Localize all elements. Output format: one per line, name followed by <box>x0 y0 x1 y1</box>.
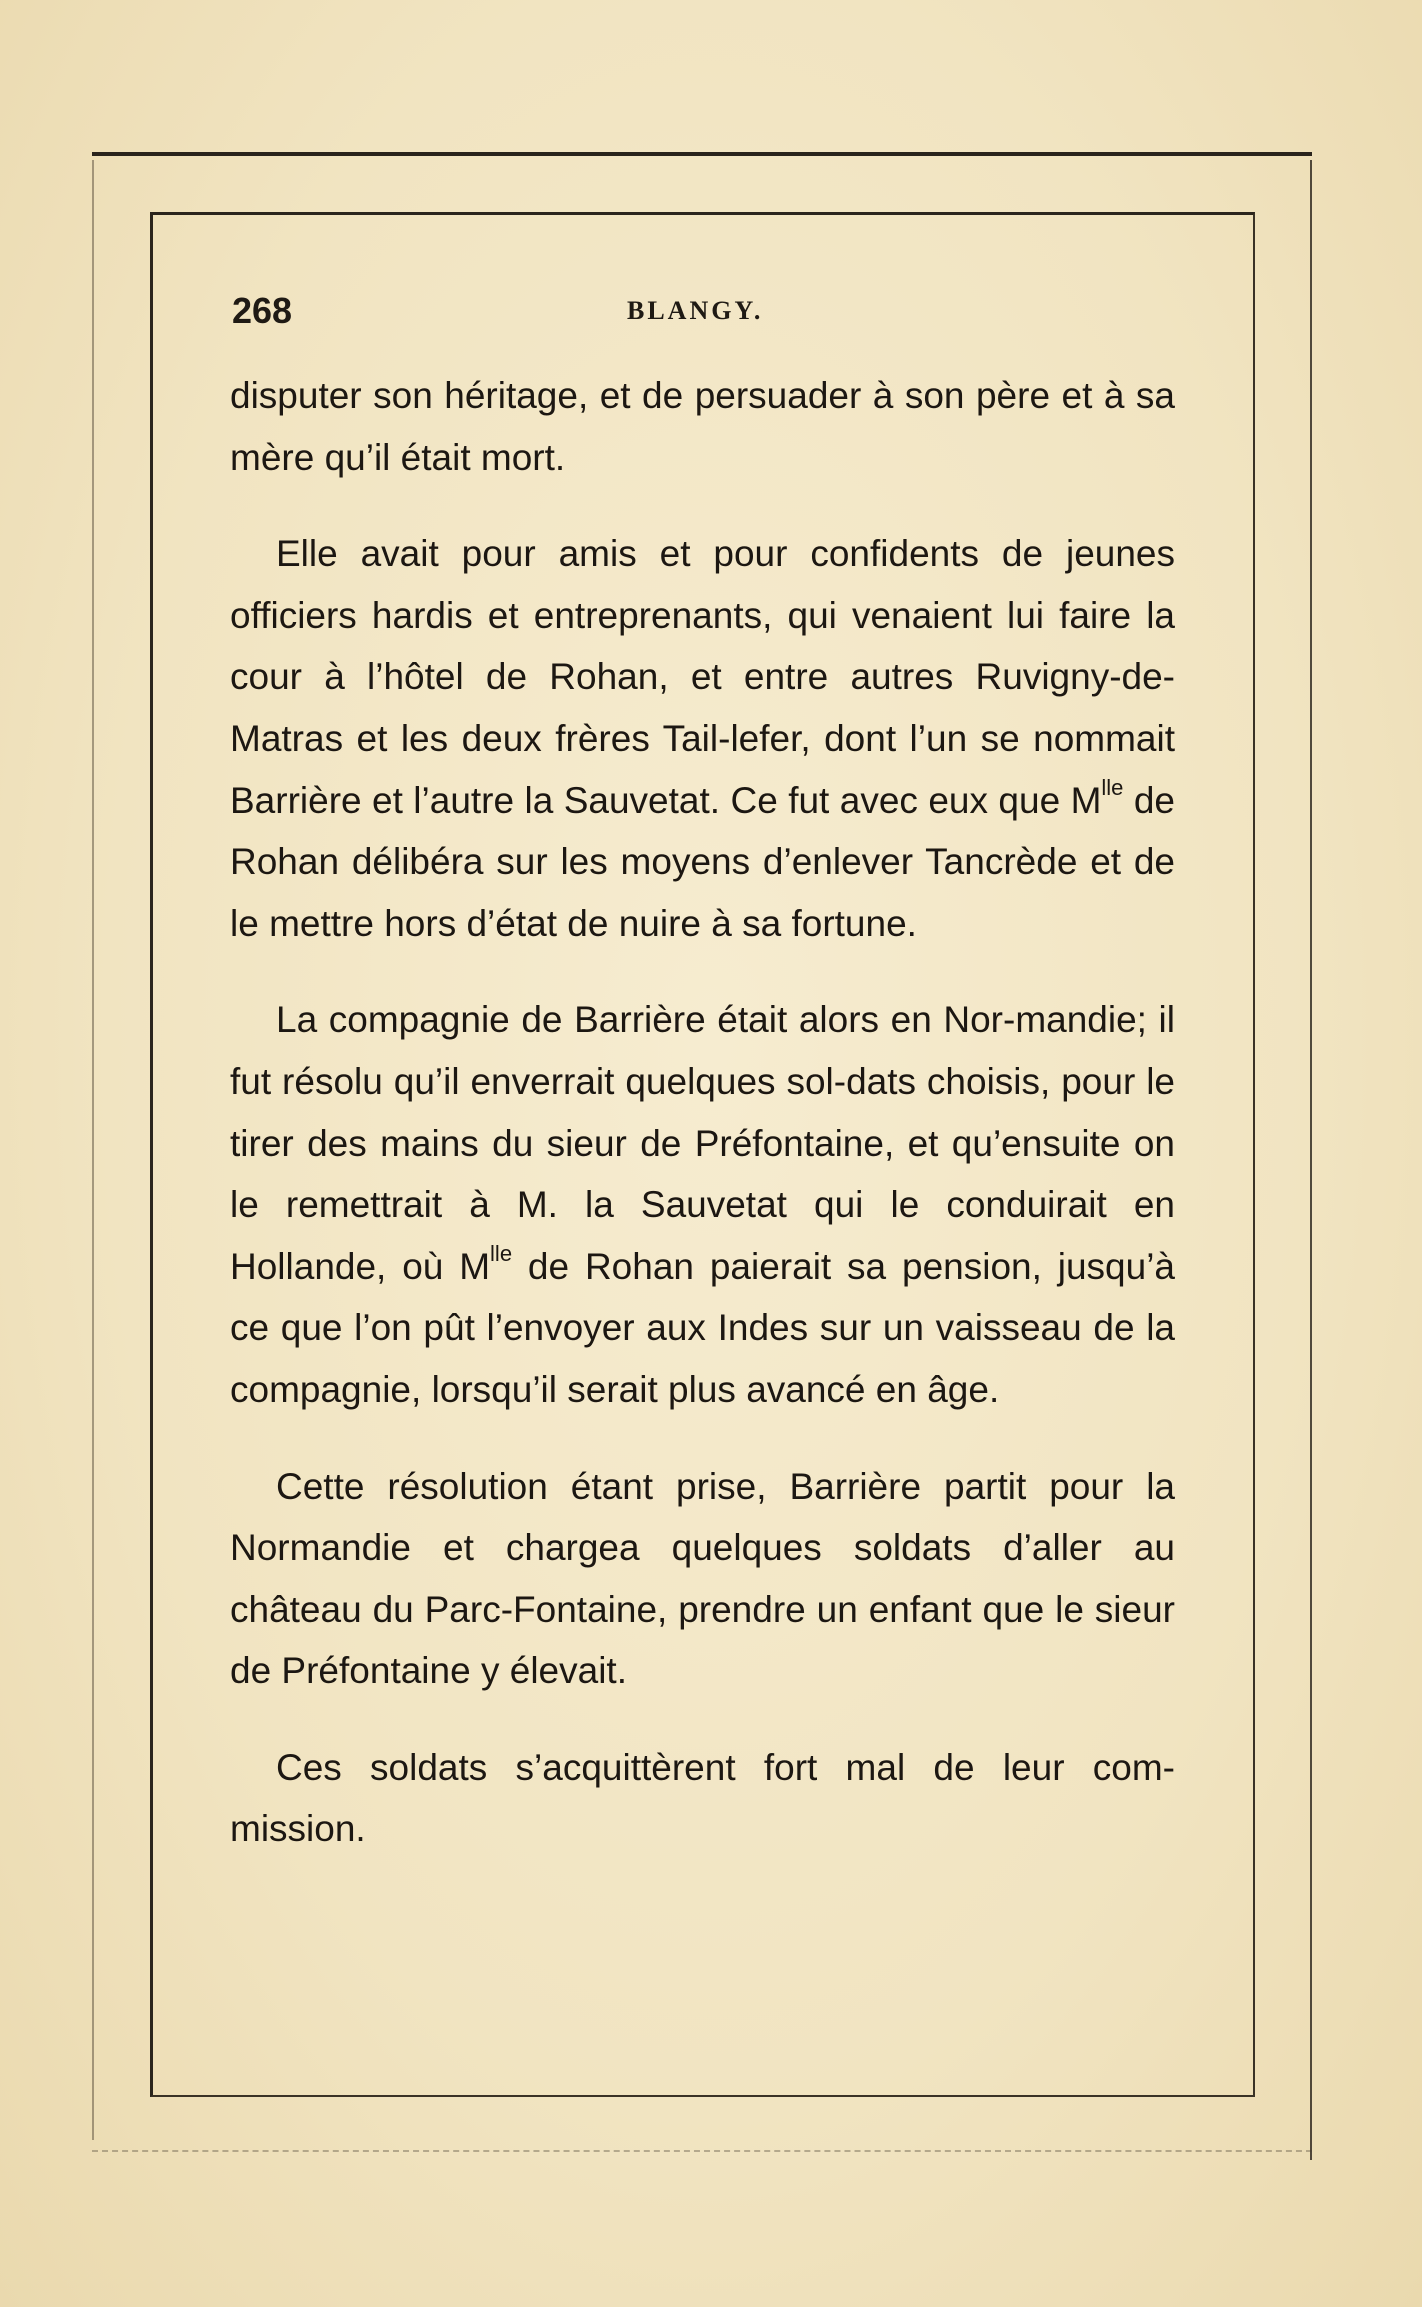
paragraph-text: Elle avait pour amis et pour confidents de jeunes officiers hardis et entreprenants, qui venaient lui faire la cour à l’hôtel de Rohan, et entre autres Ruvigny-de-Matras et les deux frères Tail-lefer, dont l’un se nommait Barrière et l’autre la Sauvetat. Ce fut avec eux que M <box>230 533 1175 821</box>
paragraph-text: Ces soldats s’acquittèrent fort mal de leur com-mission. <box>230 1746 1175 1850</box>
paragraph-text: disputer son héritage, et de persuader à son père et à sa mère qu’il était mort. <box>230 375 1175 478</box>
paragraph-text: Cette résolution étant prise, Barrière partit pour la Normandie et chargea quelques soldats d’aller au château du Parc-Fontaine, prendre un enfant que le sieur de Préfontaine y élevait. <box>230 1465 1175 1692</box>
paragraph-1 <box>230 365 1175 488</box>
body-text <box>230 365 1175 1860</box>
superscript-abbreviation: lle <box>1101 775 1124 801</box>
outer-frame-top-rule <box>92 152 1312 156</box>
running-head <box>232 290 1172 340</box>
paragraph-4 <box>230 1456 1175 1702</box>
paragraph-3 <box>230 989 1175 1420</box>
outer-frame-bottom-rule <box>92 2150 1312 2152</box>
outer-frame-right-rule <box>1310 160 1312 2160</box>
paragraph-text: de Rohan paierait sa pension, jusqu’à ce que l’on pût l’envoyer aux Indes sur un vaisseau de la compagnie, lorsqu’il serait plus avancé en âge. <box>230 1245 1175 1410</box>
paragraph-2 <box>230 523 1175 954</box>
paragraph-text: de Rohan délibéra sur les moyens d’enlever Tancrède et de le mettre hors d’état de nuire à sa fortune. <box>230 779 1176 944</box>
paragraph-text: La compagnie de Barrière était alors en Nor-mandie; il fut résolu qu’il enverrait quelques sol-dats choisis, pour le tirer des mains du sieur de Préfontaine, et qu’ensuite on le remettrait à M. la Sauvetat qui le conduirait en Hollande, où M <box>230 999 1175 1287</box>
outer-frame-left-rule <box>92 160 94 2140</box>
paragraph-5 <box>230 1737 1175 1860</box>
page-number: 268 <box>232 290 293 331</box>
running-title: BLANGY. <box>627 296 764 325</box>
superscript-abbreviation: lle <box>490 1241 513 1267</box>
